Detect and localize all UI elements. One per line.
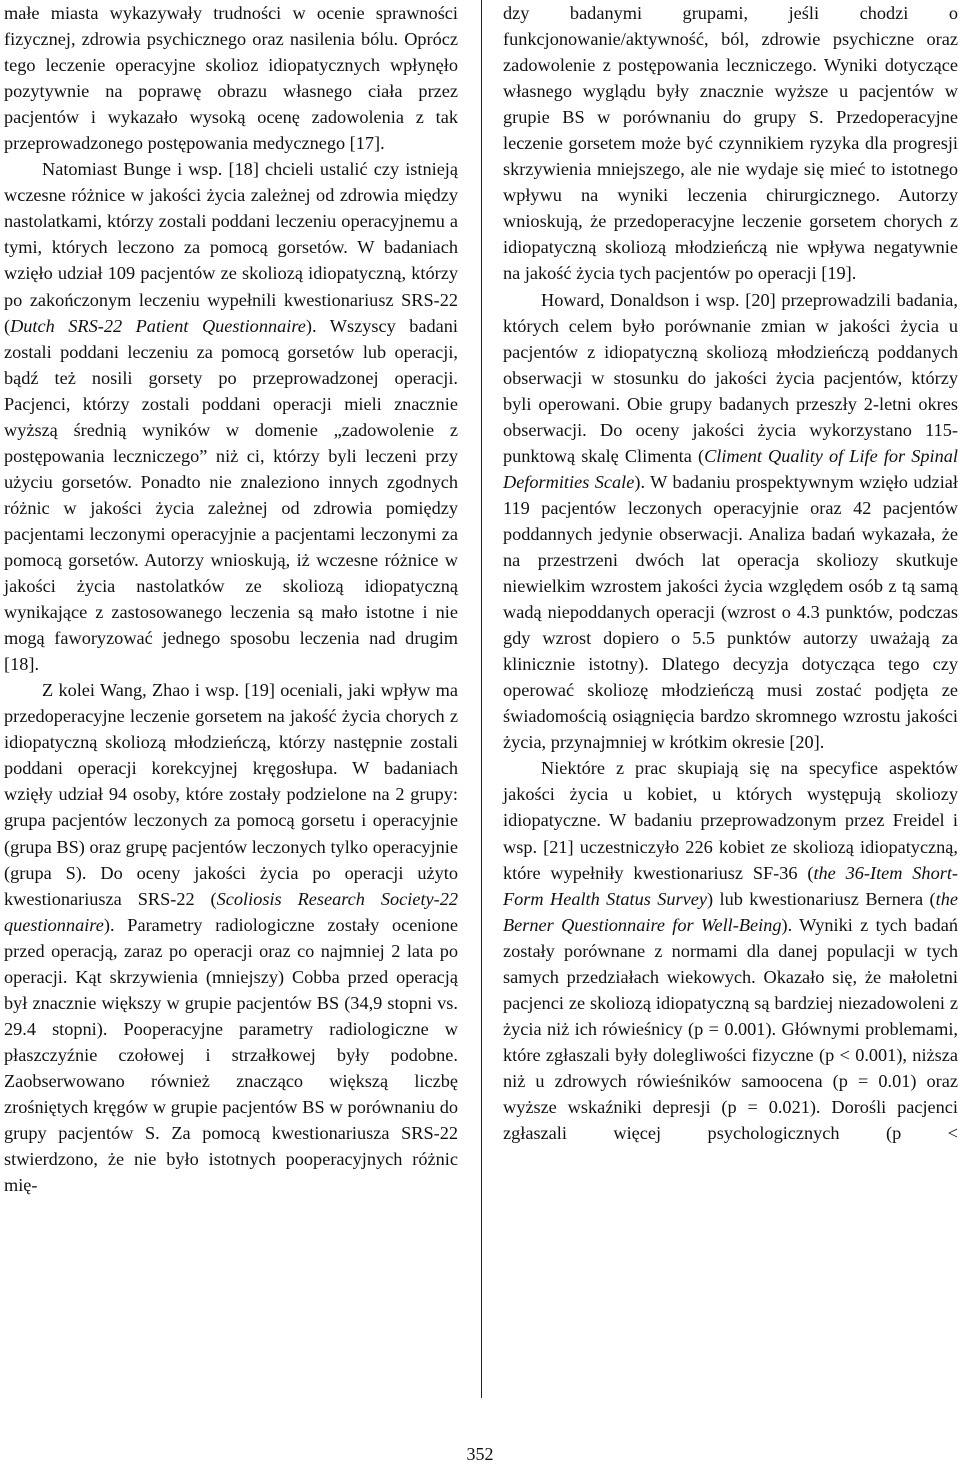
page-number: 352 — [466, 1444, 494, 1464]
italic-title: the Berner Questionnaire for Well-Being — [503, 888, 958, 935]
paragraph-bunge — [4, 156, 458, 677]
paragraph-continued: dzy badanymi grupami, jeśli chodzi o funkcjonowanie/aktywność, ból, zdrowie psychiczne oraz zadowolenie z postępowania leczniczego. Wyniki dotyczące własnego wyglądu były znacznie wyższe u pacjentów w grupie BS w porównaniu do grupy S. Przedoperacyjne leczenie gorsetem może być czynnikiem ryzyka dla progresji skrzywienia mniejszego, ale nie wydaje się mieć to istotnego wpływu na wyniki leczenia chirurgicznego. Autorzy wnioskują, że przedoperacyjne leczenie gorsetem chorych z idiopatyczną skoliozą młodzieńczą nie wpływa negatywnie na jakość życia tych pacjentów po operacji [19]. — [503, 3, 958, 284]
italic-title: Dutch SRS-22 Patient Questionnaire — [10, 315, 306, 336]
paragraph-wang — [4, 677, 458, 1198]
paragraph-text: Natomiast Bunge i wsp. [18] chcieli ustalić czy istnieją wczesne różnice w jakości życia zależnej od zdrowia między nastolatkami, którzy zostali poddani leczeniu operacyjnemu a tymi, których leczono za pomocą gorsetów. W badaniach wzięło udział 109 pacjentów ze skoliozą idiopatyczną, którzy po zakończonym leczeniu wypełnili kwestionariusz SRS-22 ( — [4, 159, 458, 336]
paragraph-text: Niektóre z prac skupiają się na specyfice aspektów jakości życia u kobiet, u których występują skoliozy idiopatyczne. W badaniu przeprowadzonym przez Freidel i wsp. [21] uczestniczyło 226 kobiet ze skoliozą idiopatyczną, które wypełniły kwestionariusz SF-36 ( — [503, 758, 958, 883]
column-divider — [481, 0, 482, 1398]
paragraph-text: Howard, Donaldson i wsp. [20] przeprowadzili badania, których celem było porównanie zmian w jakości życia u pacjentów z idiopatyczną skoliozą młodzieńczą poddanych obserwacji w stosunku do jakości życia pacjentów, którzy byli operowani. Obie grupy badanych przeszły 2-letni okres obserwacji. Do oceny jakości życia wykorzystano 115-punktową skalę Climenta ( — [503, 289, 958, 466]
paragraph-text: ). Parametry radiologiczne zostały ocenione przed operacją, zaraz po operacji oraz co najmniej 2 lata po operacji. Kąt skrzywienia (mniejszy) Cobba przed operacją był znacznie większy w grupie pacjentów BS (34,9 stopni vs. 29.4 stopni). Pooperacyjne parametry radiologiczne w płaszczyźnie czołowej i strzałkowej były podobne. Zaobserwowano również znacząco większą liczbę zrośniętych kręgów w grupie pacjentów BS w porównaniu do grupy pacjentów S. Za pomocą kwestionariusza SRS-22 stwierdzono, że nie było istotnych pooperacyjnych różnic mię- — [4, 914, 458, 1196]
paragraph-howard — [503, 287, 958, 756]
italic-title: Climent Quality of Life for Spinal Deformities Scale — [503, 445, 958, 492]
paragraph-17: małe miasta wykazywały trudności w ocenie sprawności fizycznej, zdrowia psychicznego oraz nasilenia bólu. Oprócz tego leczenie operacyjne skolioz idiopatycznych wpłynęło pozytywnie na poprawę obrazu własnego ciała przez pacjentów i wykazało wysoką ocenę zadowolenia z tak przeprowadzonego postępowania medycznego [17]. — [4, 3, 458, 154]
paragraph-text: ) lub kwestionariusz Bernera ( — [707, 888, 936, 909]
italic-title: the 36-Item Short-Form Health Status Survey — [503, 862, 958, 909]
italic-title: Scoliosis Research Society-22 questionnaire — [4, 888, 459, 935]
paragraph-freidel — [503, 755, 958, 1146]
left-column — [4, 0, 458, 1198]
right-column — [503, 0, 958, 1146]
paragraph-text: Z kolei Wang, Zhao i wsp. [19] oceniali, jaki wpływ ma przedoperacyjne leczenie gorsetem na jakość życia chorych z idiopatyczną skoliozą młodzieńczą, którzy następnie zostali poddani operacji korekcyjnej kręgosłupa. W badaniach wzięły udział 94 osoby, które zostały podzielone na 2 grupy: grupa pacjentów leczonych za pomocą gorsetu i operacyjnie (grupa BS) oraz grupę pacjentów leczonych tylko operacyjnie (grupa S). Do oceny jakości życia po operacji użyto kwestionariusza SRS-22 ( — [4, 680, 458, 909]
paragraph-text: ). Wyniki z tych badań zostały porównane z normami dla danej populacji w tych samych przedziałach wiekowych. Okazało się, że małoletni pacjenci ze skoliozą idiopatyczną są bardziej niezadowoleni z życia niż ich rówieśnicy (p = 0.001). Głównymi problemami, które zgłaszali były dolegliwości fizyczne (p < 0.001), niższa niż u zdrowych rówieśników samoocena (p = 0.01) oraz wyższe wskaźniki depresji (p = 0.021). Dorośli pacjenci zgłaszali więcej psychologicznych (p < — [503, 914, 958, 1144]
paragraph-text: ). W badaniu prospektywnym wzięło udział 119 pacjentów leczonych operacyjnie oraz 42 pacjentów poddannych jedynie obserwacji. Analiza badań wykazała, że na przestrzeni dwóch lat operacja skoliozy skutkuje niewielkim wzrostem jakości życia względem osób z tą samą wadą niepoddanych operacji (wzrost o 4.3 punktów, podczas gdy wzrost dopiero o 5.5 punktów autorzy uważają za klinicznie istotny). Dlatego decyzja dotycząca tego czy operować skoliozę młodzieńczą musi zostać podjęta ze świadomością osiągnięcia bardzo skromnego wzrostu jakości życia, przynajmniej w krótkim okresie [20]. — [503, 471, 958, 753]
paragraph-text: ). Wszyscy badani zostali poddani leczeniu za pomocą gorsetów lub operacji, bądź też nosili gorsety po przeprowadzonej operacji. Pacjenci, którzy zostali poddani operacji mieli znacznie wyższą średnią wyników w domenie „zadowolenie z postępowania leczniczego” niż ci, którzy byli leczeni przy użyciu gorsetów. Ponadto nie znaleziono innych zgodnych różnic w jakości życia zależnej od zdrowia pomiędzy pacjentami leczonymi operacyjnie a pacjentami leczonymi za pomocą gorsetów. Autorzy wnioskują, iż wczesne różnice w jakości życia nastolatków ze skoliozą idiopatyczną wynikające z zastosowanego leczenia są mało istotne i nie mogą faworyzować jednego sposobu leczenia nad drugim [18]. — [4, 315, 458, 675]
